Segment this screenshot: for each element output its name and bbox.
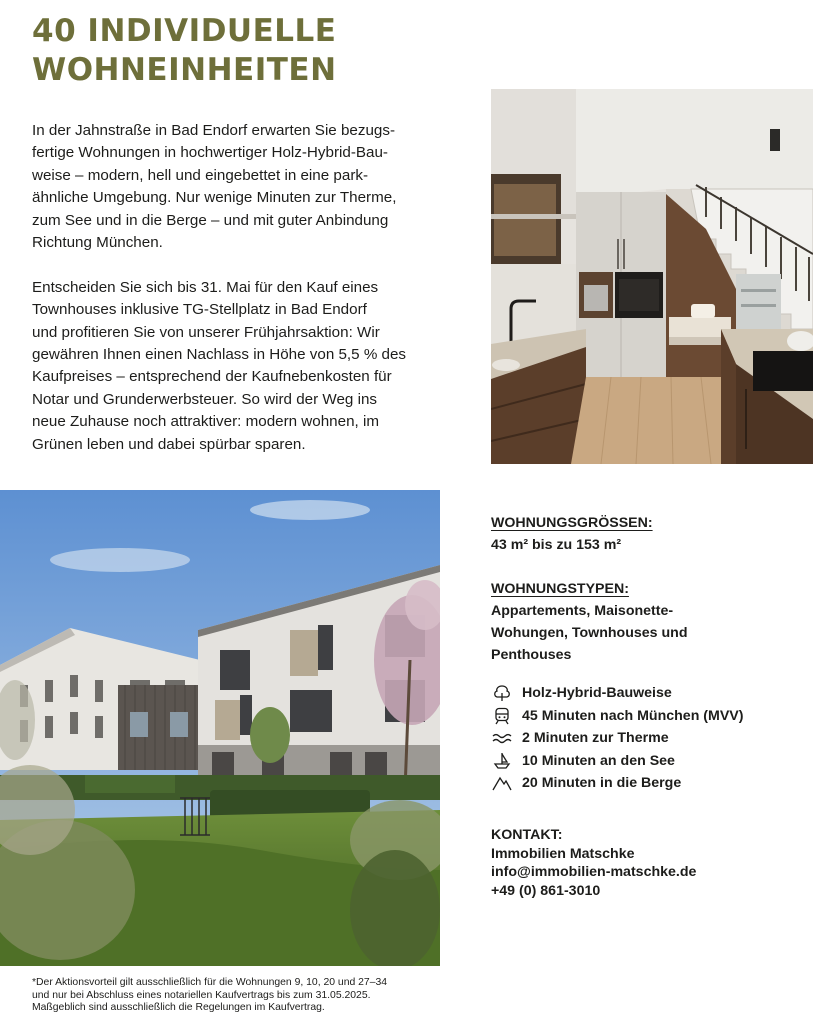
- intro-line: In der Jahnstraße in Bad Endorf erwarten Sie bezugs-: [32, 122, 396, 139]
- feature-text: 10 Minuten an den See: [522, 752, 675, 769]
- intro-line: Entscheiden Sie sich bis 31. Mai für den Kauf eines: [32, 278, 379, 296]
- feature-item: [491, 682, 744, 705]
- contact-heading: KONTAKT:: [491, 827, 563, 843]
- contact-phone[interactable]: +49 (0) 861-3010: [491, 882, 601, 899]
- intro-text: [32, 120, 442, 478]
- feature-text: Holz-Hybrid-Bauweise: [522, 685, 672, 702]
- types-value-line: Appartements, Maisonette-: [491, 603, 674, 619]
- types-value-line: Penthouses: [491, 647, 572, 663]
- intro-line: Notar und Grunderwerbsteuer. So wird der Weg ins: [32, 390, 377, 408]
- train-icon: [491, 707, 513, 725]
- intro-line: Richtung München.: [32, 234, 163, 252]
- intro-line: und profitieren Sie von unserer Frühjahrsaktion: Wir: [32, 323, 380, 341]
- tree-icon: [491, 684, 513, 702]
- feature-item: [491, 772, 744, 795]
- sizes-value: 43 m² bis zu 153 m²: [491, 537, 622, 553]
- page-title-line-2: WOHNEINHEITEN: [32, 52, 337, 88]
- intro-line: weise – modern, hell und eingebettet in eine park-: [32, 166, 369, 184]
- page-title-line-1: 40 INDIVIDUELLE: [32, 13, 337, 49]
- feature-text: 20 Minuten in die Berge: [522, 775, 682, 792]
- footnote-line: und nur bei Abschluss eines notariellen Kaufvertrags bis zum 31.05.2025.: [32, 989, 371, 1001]
- mountain-icon: [491, 774, 513, 792]
- intro-line: fertige Wohnungen in hochwertiger Holz-Hybrid-Bau-: [32, 144, 388, 162]
- feature-item: [491, 750, 744, 773]
- kitchen-interior-image: [491, 89, 813, 464]
- intro-line: neue Zuhause noch attraktiver: modern wohnen, im: [32, 413, 379, 431]
- intro-line: ähnliche Umgebung. Nur wenige Minuten zur Therme,: [32, 189, 397, 207]
- feature-text: 2 Minuten zur Therme: [522, 730, 669, 747]
- apartment-sizes: [491, 512, 653, 556]
- feature-text: 45 Minuten nach München (MVV): [522, 707, 744, 724]
- intro-paragraph-2: [32, 277, 442, 456]
- intro-line: Grünen leben und dabei spürbar sparen.: [32, 435, 306, 453]
- intro-line: gewähren Ihnen einen Nachlass in Höhe von 5,5 % des: [32, 346, 407, 364]
- types-value-line: Wohungen, Townhouses und: [491, 625, 688, 641]
- waves-icon: [491, 729, 513, 747]
- feature-item: [491, 705, 744, 728]
- intro-line: zum See und in die Berge – und mit guter Anbindung: [32, 211, 389, 229]
- footnote-line: Maßgeblich sind ausschließlich die Regelungen im Kaufvertrag.: [32, 1002, 325, 1013]
- intro-line: Kaufpreises – entsprechend der Kaufnebenkosten für: [32, 368, 392, 386]
- intro-line: Townhouses inklusive TG-Stellplatz in Bad Endorf: [32, 301, 367, 319]
- sailboat-icon: [491, 752, 513, 770]
- apartment-types: [491, 578, 688, 666]
- feature-item: [491, 727, 744, 750]
- building-exterior-image: [0, 490, 440, 966]
- feature-list: [491, 682, 744, 795]
- contact-name: Immobilien Matschke: [491, 845, 635, 862]
- footnote-line: *Der Aktionsvorteil gilt ausschließlich für die Wohnungen 9, 10, 20 und 27–34: [32, 977, 388, 988]
- sizes-heading: WOHNUNGSGRÖSSEN:: [491, 515, 653, 531]
- types-heading: WOHNUNGSTYPEN:: [491, 581, 629, 597]
- contact-block: [491, 826, 696, 900]
- page-title: [32, 12, 337, 90]
- contact-email[interactable]: info@immobilien-matschke.de: [491, 864, 697, 880]
- intro-paragraph-1: [32, 120, 442, 254]
- footnote: [32, 977, 452, 1015]
